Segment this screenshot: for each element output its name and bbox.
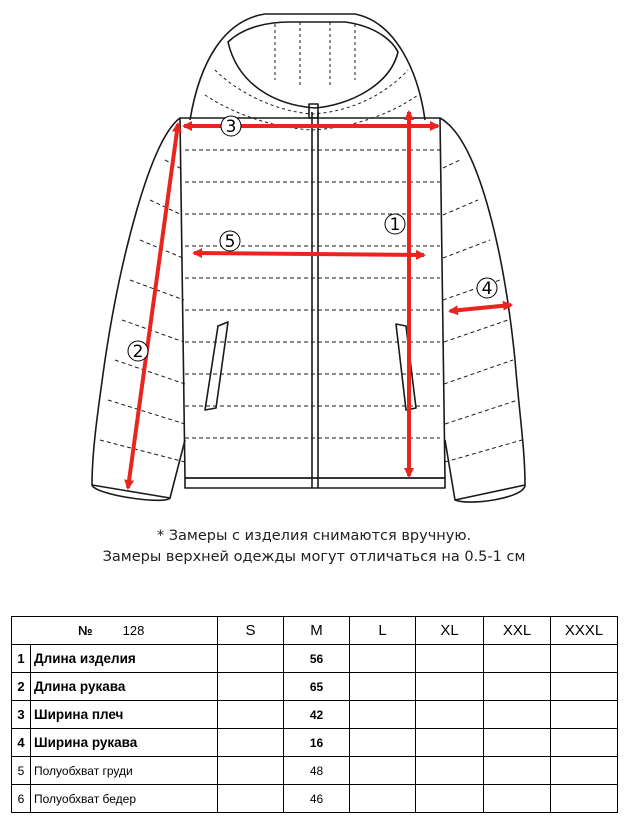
row-number: 3 — [12, 701, 31, 729]
cell-xl — [416, 729, 484, 757]
cell-xl — [416, 645, 484, 673]
marker-2-label: 2 — [132, 342, 144, 362]
cell-xxl — [484, 729, 551, 757]
sleeve-length-arrow — [128, 124, 178, 488]
cell-l — [350, 757, 416, 785]
marker-5-label: 5 — [224, 232, 236, 252]
cell-xxl — [484, 757, 551, 785]
cell-s — [218, 701, 284, 729]
marker-1 — [385, 214, 405, 235]
cell-xxxl — [551, 673, 618, 701]
cell-xxl — [484, 785, 551, 813]
table-row — [12, 645, 618, 673]
cell-l — [350, 645, 416, 673]
marker-4-label: 4 — [481, 279, 493, 299]
number-header: № — [78, 623, 93, 638]
size-header: S — [218, 617, 284, 645]
cell-xxl — [484, 701, 551, 729]
size-header: XXL — [484, 617, 551, 645]
marker-5 — [220, 231, 240, 252]
cell-l — [350, 673, 416, 701]
cell-xxl — [484, 673, 551, 701]
cell-xl — [416, 701, 484, 729]
cell-xxxl — [551, 701, 618, 729]
row-label: Полуобхват бедер — [31, 785, 218, 813]
cell-s — [218, 673, 284, 701]
row-label: Длина рукава — [31, 673, 218, 701]
table-row — [12, 757, 618, 785]
table-header-row — [12, 617, 618, 645]
cell-m: 56 — [284, 645, 350, 673]
row-label: Ширина рукава — [31, 729, 218, 757]
table-row — [12, 673, 618, 701]
chest-arrow — [194, 253, 424, 255]
size-header: XXXL — [551, 617, 618, 645]
cell-l — [350, 701, 416, 729]
cell-xxxl — [551, 785, 618, 813]
cell-m: 46 — [284, 785, 350, 813]
row-number: 5 — [12, 757, 31, 785]
measurement-note: * Замеры с изделия снимаются вручную. — [156, 528, 472, 544]
cell-l — [350, 729, 416, 757]
row-number: 1 — [12, 645, 31, 673]
cell-s — [218, 645, 284, 673]
table-row — [12, 785, 618, 813]
marker-3 — [221, 116, 241, 137]
cell-xl — [416, 785, 484, 813]
cell-xxl — [484, 645, 551, 673]
cell-xxxl — [551, 757, 618, 785]
cell-m: 48 — [284, 757, 350, 785]
size-header: L — [350, 617, 416, 645]
cell-m: 42 — [284, 701, 350, 729]
marker-3-label: 3 — [225, 117, 237, 137]
cell-s — [218, 729, 284, 757]
row-label: Ширина плеч — [31, 701, 218, 729]
cell-xxxl — [551, 729, 618, 757]
table-row — [12, 701, 618, 729]
table-row — [12, 729, 618, 757]
row-number: 4 — [12, 729, 31, 757]
marker-4 — [477, 278, 497, 299]
jacket-outline — [92, 14, 525, 502]
cell-xl — [416, 757, 484, 785]
size-header: XL — [416, 617, 484, 645]
cell-m: 16 — [284, 729, 350, 757]
row-label: Полуобхват груди — [31, 757, 218, 785]
marker-1-label: 1 — [389, 215, 401, 235]
sleeve-width-arrow — [450, 305, 511, 311]
cell-m: 65 — [284, 673, 350, 701]
row-number: 6 — [12, 785, 31, 813]
size-table — [11, 616, 618, 813]
row-label: Длина изделия — [31, 645, 218, 673]
cell-s — [218, 757, 284, 785]
row-number: 2 — [12, 673, 31, 701]
cell-s — [218, 785, 284, 813]
header-model-cell — [12, 617, 218, 645]
cell-l — [350, 785, 416, 813]
tolerance-note: Замеры верхней одежды могут отличаться на 0.5-1 см — [102, 549, 526, 565]
model-header: 128 — [122, 623, 145, 638]
size-header: M — [284, 617, 350, 645]
cell-xl — [416, 673, 484, 701]
cell-xxxl — [551, 645, 618, 673]
